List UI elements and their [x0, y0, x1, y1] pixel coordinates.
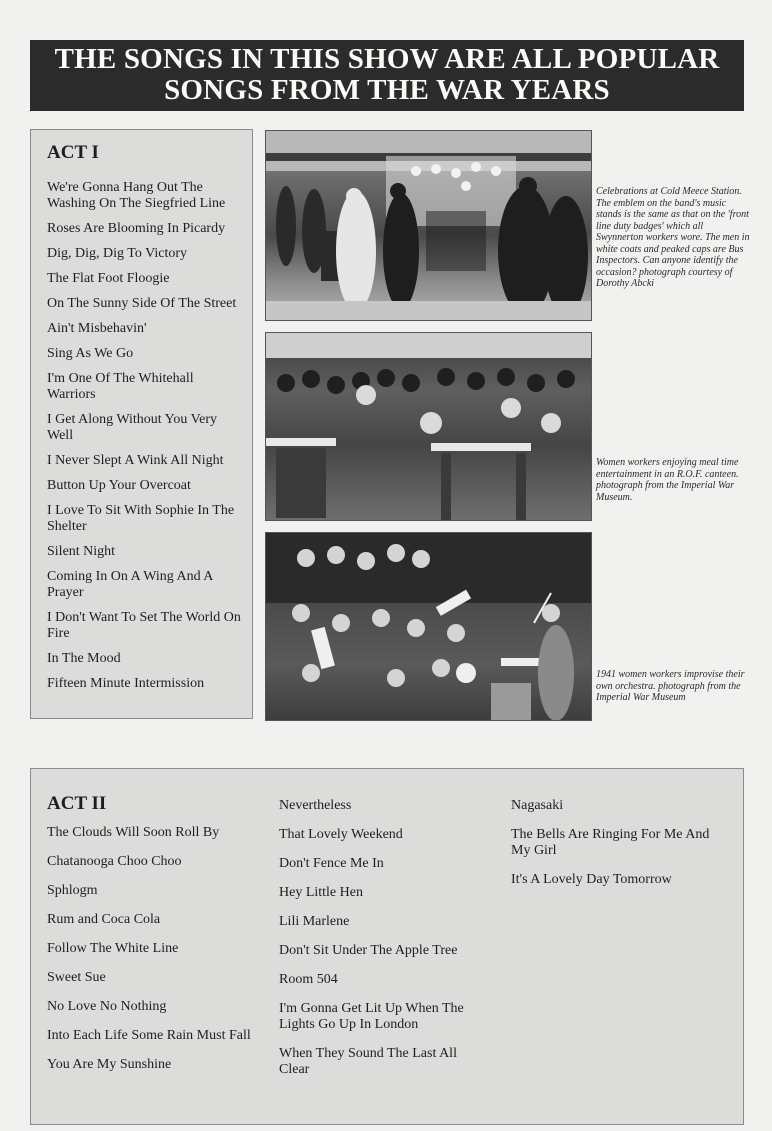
- act-1-song-list: [30, 129, 253, 719]
- photo-station-celebration: [265, 130, 592, 321]
- act-1-song: Silent Night: [47, 544, 116, 559]
- act-2-title: ACT II: [47, 793, 107, 814]
- act-1-song: I Never Slept A Wink All Night: [47, 453, 224, 468]
- act-2-song: Room 504: [279, 972, 338, 987]
- act-1-song: On The Sunny Side Of The Street: [47, 296, 237, 311]
- act-1-song: I Love To Sit With Sophie In The Shelter: [47, 503, 235, 534]
- act-1-song: The Flat Foot Floogie: [47, 271, 170, 286]
- act-1-song: I Get Along Without You Very Well: [47, 412, 218, 443]
- act-2-song: Sphlogm: [47, 883, 98, 898]
- caption-women-orchestra: 1941 women workers improvise their own orchestra. photograph from the Imperial War Museum: [596, 669, 745, 703]
- act-2-song: When They Sound The Last All Clear: [279, 1046, 457, 1077]
- act-2-song: Hey Little Hen: [279, 885, 363, 900]
- act-2-song: Don't Fence Me In: [279, 856, 384, 871]
- caption-station-celebration: Celebrations at Cold Meece Station. The emblem on the band's music stands is the same as that on the 'front line duty badges' which all Swynnerton workers wore. The men in white coats and peaked caps are Bus Inspectors. Can anyone identify the occasion? photograph courtesy of Dorothy Abcki: [596, 186, 750, 289]
- caption-canteen-entertainment: Women workers enjoying meal time entertainment in an R.O.F. canteen. photograph from the Imperial War Museum.: [596, 457, 739, 503]
- act-2-song: Sweet Sue: [47, 970, 106, 985]
- act-2-song: Into Each Life Some Rain Must Fall: [47, 1028, 251, 1043]
- page-banner: [30, 40, 744, 111]
- act-2-song: Follow The White Line: [47, 941, 179, 956]
- act-2-song: You Are My Sunshine: [47, 1057, 172, 1072]
- act-1-song: We're Gonna Hang Out The Washing On The Siegfried Line: [47, 180, 226, 211]
- act-2-column-1: [47, 793, 267, 1086]
- act-1-song: Dig, Dig, Dig To Victory: [47, 246, 187, 261]
- act-2-song: The Bells Are Ringing For Me And My Girl: [511, 827, 710, 858]
- act-2-song: It's A Lovely Day Tomorrow: [511, 872, 672, 887]
- banner-line-1: THE SONGS IN THIS SHOW ARE ALL POPULAR: [54, 43, 720, 75]
- act-1-song: Sing As We Go: [47, 346, 134, 361]
- act-1-song: Button Up Your Overcoat: [47, 478, 191, 493]
- act-2-song: No Love No Nothing: [47, 999, 167, 1014]
- act-2-song: The Clouds Will Soon Roll By: [47, 825, 220, 840]
- banner-line-2: SONGS FROM THE WAR YEARS: [164, 74, 610, 106]
- act-2-song: Nevertheless: [279, 798, 352, 813]
- act-2-song: That Lovely Weekend: [279, 827, 403, 842]
- act-1-song: I Don't Want To Set The World On Fire: [47, 610, 241, 641]
- act-2-song-list: [30, 768, 744, 1125]
- act-2-column-3: [511, 793, 731, 901]
- act-1-song: Roses Are Blooming In Picardy: [47, 221, 226, 236]
- act-2-song: Chatanooga Choo Choo: [47, 854, 182, 869]
- act-2-song: Rum and Coca Cola: [47, 912, 161, 927]
- act-2-song: Lili Marlene: [279, 914, 350, 929]
- act-1-song: Coming In On A Wing And A Prayer: [47, 569, 213, 600]
- act-1-song: In The Mood: [47, 651, 121, 666]
- act-1-song: Fifteen Minute Intermission: [47, 676, 205, 691]
- act-2-song: I'm Gonna Get Lit Up When The Lights Go Up In London: [279, 1001, 464, 1032]
- act-2-song: Nagasaki: [511, 798, 564, 813]
- act-1-song: I'm One Of The Whitehall Warriors: [47, 371, 194, 402]
- act-1-song: Ain't Misbehavin': [47, 321, 147, 336]
- act-1-title: ACT I: [47, 142, 99, 163]
- act-2-column-2: [279, 793, 489, 1091]
- photo-women-orchestra: [265, 532, 592, 721]
- act-2-song: Don't Sit Under The Apple Tree: [279, 943, 458, 958]
- photo-canteen-entertainment: [265, 332, 592, 521]
